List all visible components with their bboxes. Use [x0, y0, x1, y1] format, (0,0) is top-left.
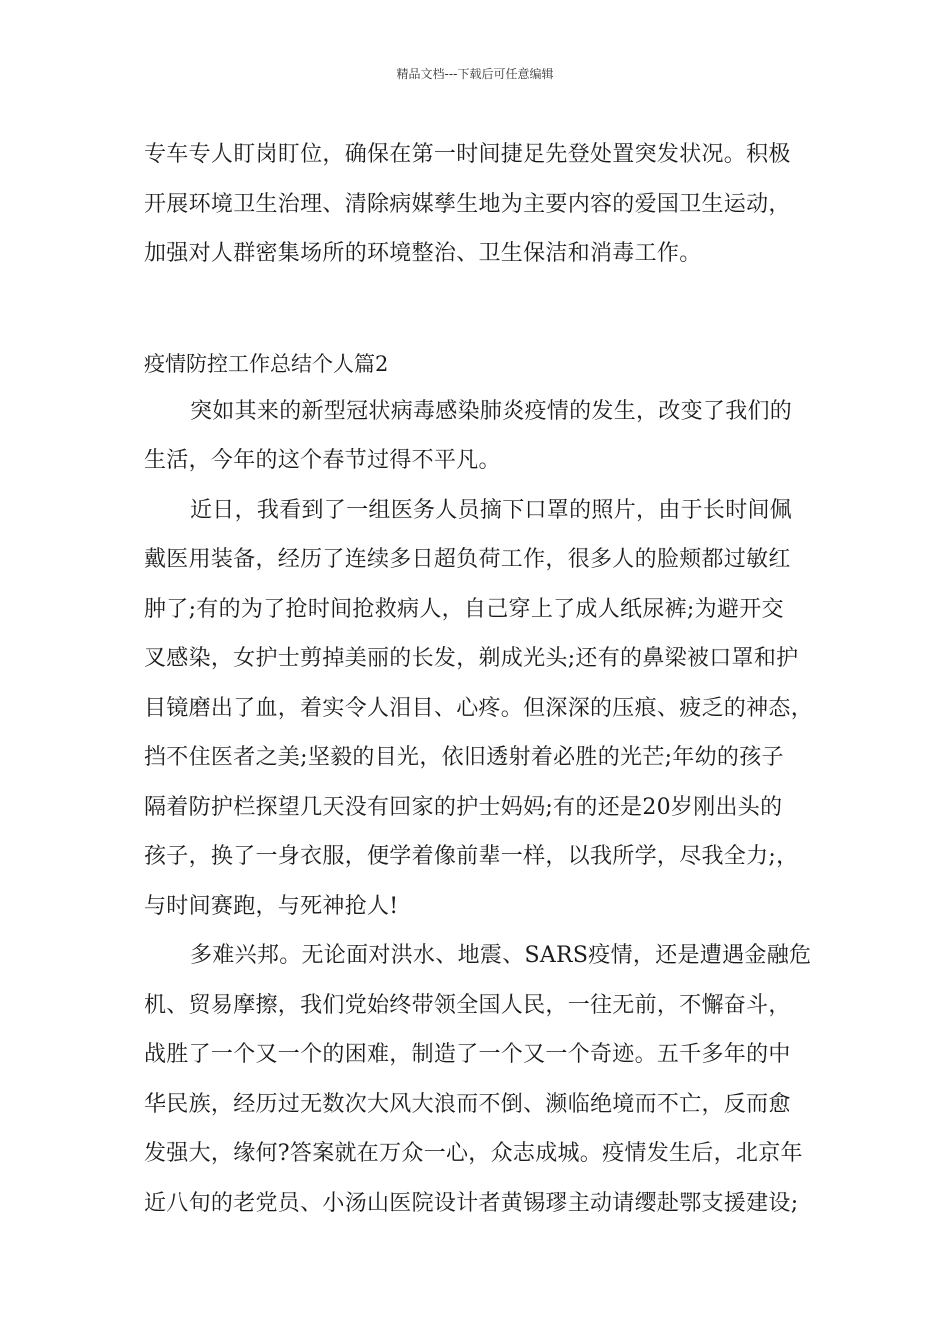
paragraph-line: 挡不住医者之美;坚毅的目光，依旧透射着必胜的光芒;年幼的孩子: [144, 745, 784, 770]
paragraph-line: 近八旬的老党员、小汤山医院设计者黄锡璆主动请缨赴鄂支援建设;: [144, 1190, 799, 1216]
paragraph-2: [144, 486, 824, 932]
paragraph-line: 加强对人群密集场所的环境整治、卫生保洁和消毒工作。: [144, 241, 702, 266]
paragraph-line: 近日，我看到了一组医务人员摘下口罩的照片，由于长时间佩: [190, 497, 793, 523]
paragraph-line: 战胜了一个又一个的困难，制造了一个又一个奇迹。五千多年的中: [144, 1042, 791, 1067]
paragraph-line: 叉感染，女护士剪掉美丽的长发，剃成光头;还有的鼻梁被口罩和护: [144, 646, 799, 671]
paragraph-line: 发强大，缘何?答案就在万众一心，众志成城。疫情发生后，北京年: [144, 1141, 803, 1166]
paragraph-line: 开展环境卫生治理、清除病媒孳生地为主要内容的爱国卫生运动，: [144, 191, 791, 217]
paragraph-line: 生活，今年的这个春节过得不平凡。: [144, 448, 501, 473]
paragraph-line: 多难兴邦。无论面对洪水、地震、SARS疫情，还是遭遇金融危: [190, 943, 812, 968]
intro-paragraph: [144, 130, 824, 279]
paragraph-line: 戴医用装备，经历了连续多日超负荷工作，很多人的脸颊都过敏红: [144, 547, 791, 572]
page-header: 精品文档---下载后可任意编辑: [396, 67, 554, 81]
paragraph-1: [144, 387, 824, 486]
paragraph-line: 华民族，经历过无数次大风大浪而不倒、濒临绝境而不亡，反而愈: [144, 1091, 791, 1117]
paragraph-line: 肿了;有的为了抢时间抢救病人，自己穿上了成人纸尿裤;为避开交: [144, 596, 784, 622]
section-spacer: [144, 279, 824, 341]
paragraph-line: 孩子，换了一身衣服，便学着像前辈一样，以我所学，尽我全力;，: [144, 844, 799, 869]
paragraph-line: 专车专人盯岗盯位，确保在第一时间捷足先登处置突发状况。积极: [144, 142, 791, 167]
paragraph-line: 机、贸易摩擦，我们党始终带领全国人民，一往无前，不懈奋斗，: [144, 992, 791, 1018]
paragraph-line: 突如其来的新型冠状病毒感染肺炎疫情的发生，改变了我们的: [190, 398, 793, 424]
paragraph-line: 目镜磨出了血，着实令人泪目、心疼。但深深的压痕、疲乏的神态，: [144, 695, 814, 721]
paragraph-3: [144, 931, 824, 1228]
paragraph-line: 与时间赛跑，与死神抢人!: [144, 893, 399, 919]
paragraph-line: 隔着防护栏探望几天没有回家的护士妈妈;有的还是20岁刚出头的: [144, 794, 783, 820]
document-body: [144, 130, 824, 1228]
section-title: 疫情防控工作总结个人篇2: [144, 351, 389, 376]
